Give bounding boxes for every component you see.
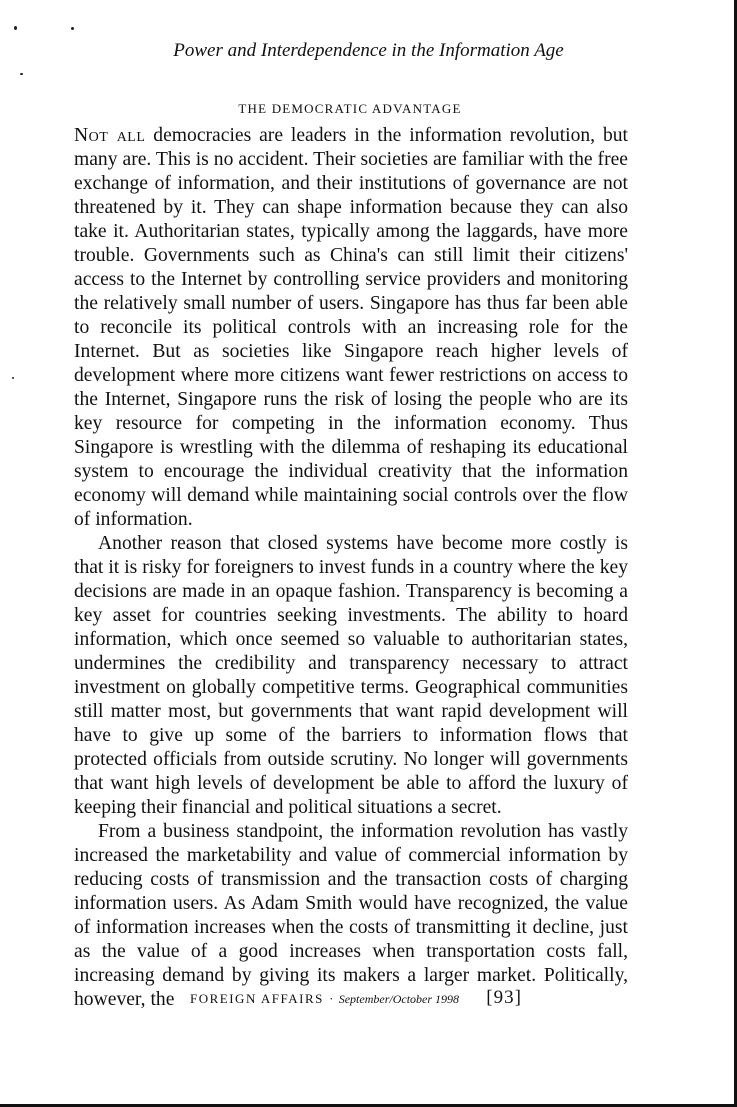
scan-speck bbox=[20, 73, 23, 75]
issue-date: September/October 1998 bbox=[338, 992, 460, 1006]
paragraph: From a business standpoint, the information revolution has vastly increased the marketability and value of commercial information by reducing costs of transmission and the transaction costs of charging information users. As Adam Smith would have recognized, the value of information increases when the costs of transmitting it decline, just as the value of a good increases when transportation costs fall, increasing demand by giving its makers a larger market. Politically, however, the bbox=[74, 821, 628, 1010]
paragraph-text: democracies are leaders in the information revolution, but many are. This is no accident. Their societies are familiar with the free exchange of information, and their institutions of governance are not threatened by it. They can shape information because they can also take it. Authoritarian states, typically among the laggards, have more trouble. Governments such as China's can still limit their citizens' access to the Internet by controlling service providers and monitoring the relatively small number of users. Singapore has thus far been able to reconcile its political controls with an increasing role for the Internet. But as societies like Singapore reach higher levels of development where more citizens want fewer restrictions on access to the Internet, Singapore runs the risk of losing the people who are its key resource for competing in the information economy. Thus Singapore is wrestling with the dilemma of reshaping its educational system to encourage the individual creativity that the information economy will demand while maintaining social controls over the flow of information. bbox=[74, 125, 628, 530]
scan-speck bbox=[12, 377, 14, 379]
paragraph bbox=[74, 124, 628, 532]
paragraph: Another reason that closed systems have become more costly is that it is risky for foreigners to invest funds in a country where the key decisions are made in an opaque fashion. Transparency is becoming a key asset for countries seeking investments. The ability to hoard information, which once seemed so valuable to authoritarian states, undermines the credibility and transparency necessary to attract investment on globally competitive terms. Geographical communities still matter most, but governments that want rapid development will have to give up some of the barriers to information flows that protected officials from outside scrutiny. No longer will governments that want high levels of development be able to afford the luxury of keeping their financial and political situations a secret. bbox=[74, 533, 628, 818]
paragraph-lead-smallcaps: Not all bbox=[74, 125, 146, 146]
scan-speck bbox=[71, 27, 74, 30]
scan-speck bbox=[14, 26, 17, 30]
section-heading: THE DEMOCRATIC ADVANTAGE bbox=[238, 101, 462, 116]
footer-separator: · bbox=[329, 991, 334, 1006]
page-footer bbox=[190, 987, 522, 1009]
running-head: Power and Interdependence in the Information Age bbox=[173, 40, 564, 61]
journal-name: FOREIGN AFFAIRS bbox=[190, 991, 324, 1006]
page-number: [93] bbox=[486, 987, 522, 1008]
article-body bbox=[74, 124, 628, 1012]
